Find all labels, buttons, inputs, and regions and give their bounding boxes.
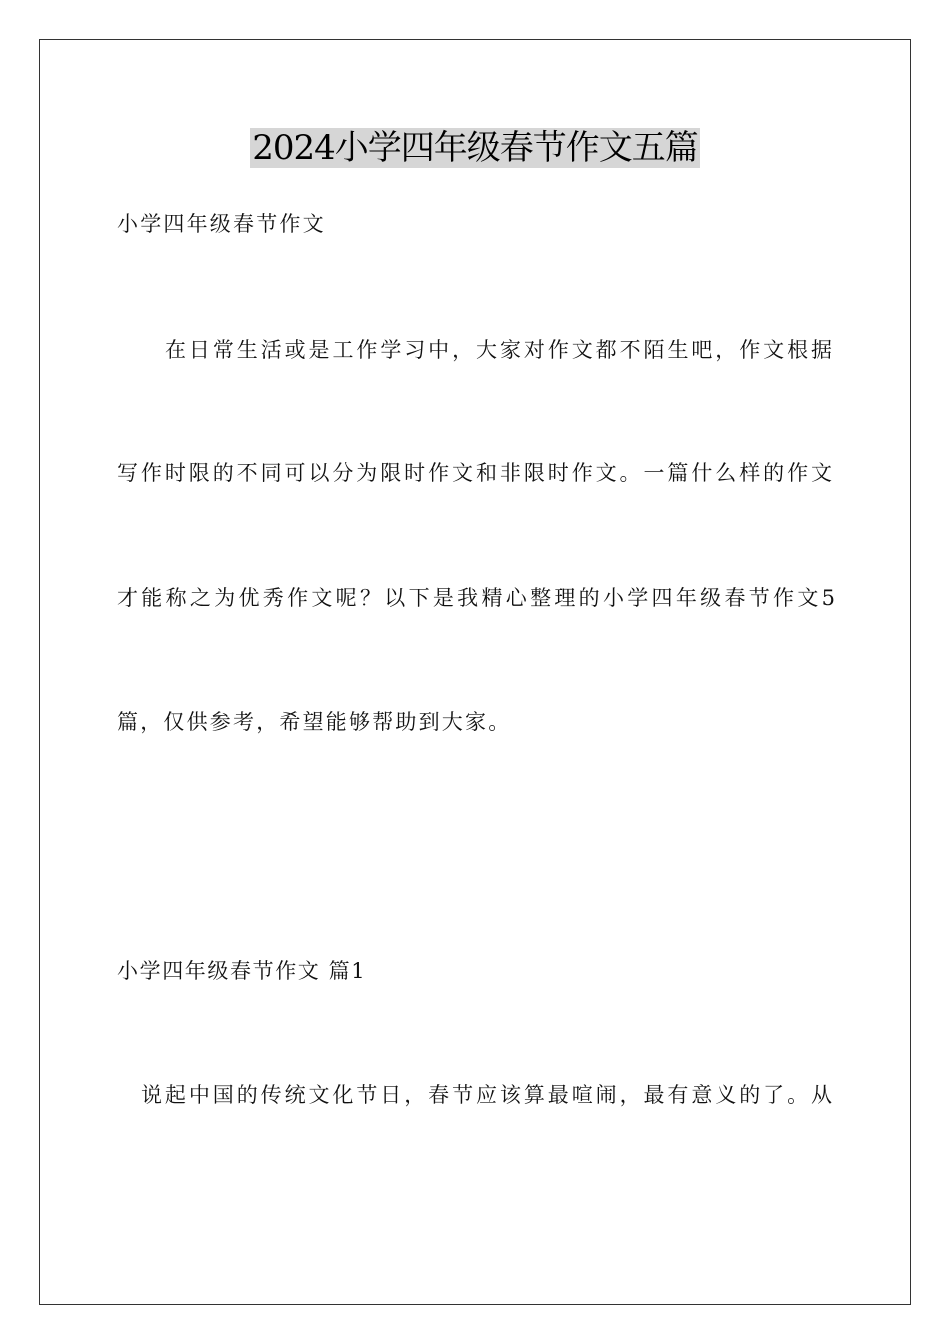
intro-line-3: 才能称之为优秀作文呢？以下是我精心整理的小学四年级春节作文5 [117, 586, 835, 610]
intro-line-1: 在日常生活或是工作学习中，大家对作文都不陌生吧，作文根据 [165, 338, 832, 362]
intro-line-2: 写作时限的不同可以分为限时作文和非限时作文。一篇什么样的作文 [117, 461, 832, 485]
document-subtitle: 小学四年级春节作文 [117, 212, 326, 236]
section-heading: 小学四年级春节作文 篇1 [117, 959, 367, 983]
document-title: 2024小学四年级春节作文五篇 [252, 128, 698, 168]
intro-line-4: 篇，仅供参考，希望能够帮助到大家。 [117, 710, 512, 734]
title-container [0, 128, 950, 168]
section-paragraph-line-1: 说起中国的传统文化节日，春节应该算最喧闹，最有意义的了。从 [141, 1083, 832, 1107]
